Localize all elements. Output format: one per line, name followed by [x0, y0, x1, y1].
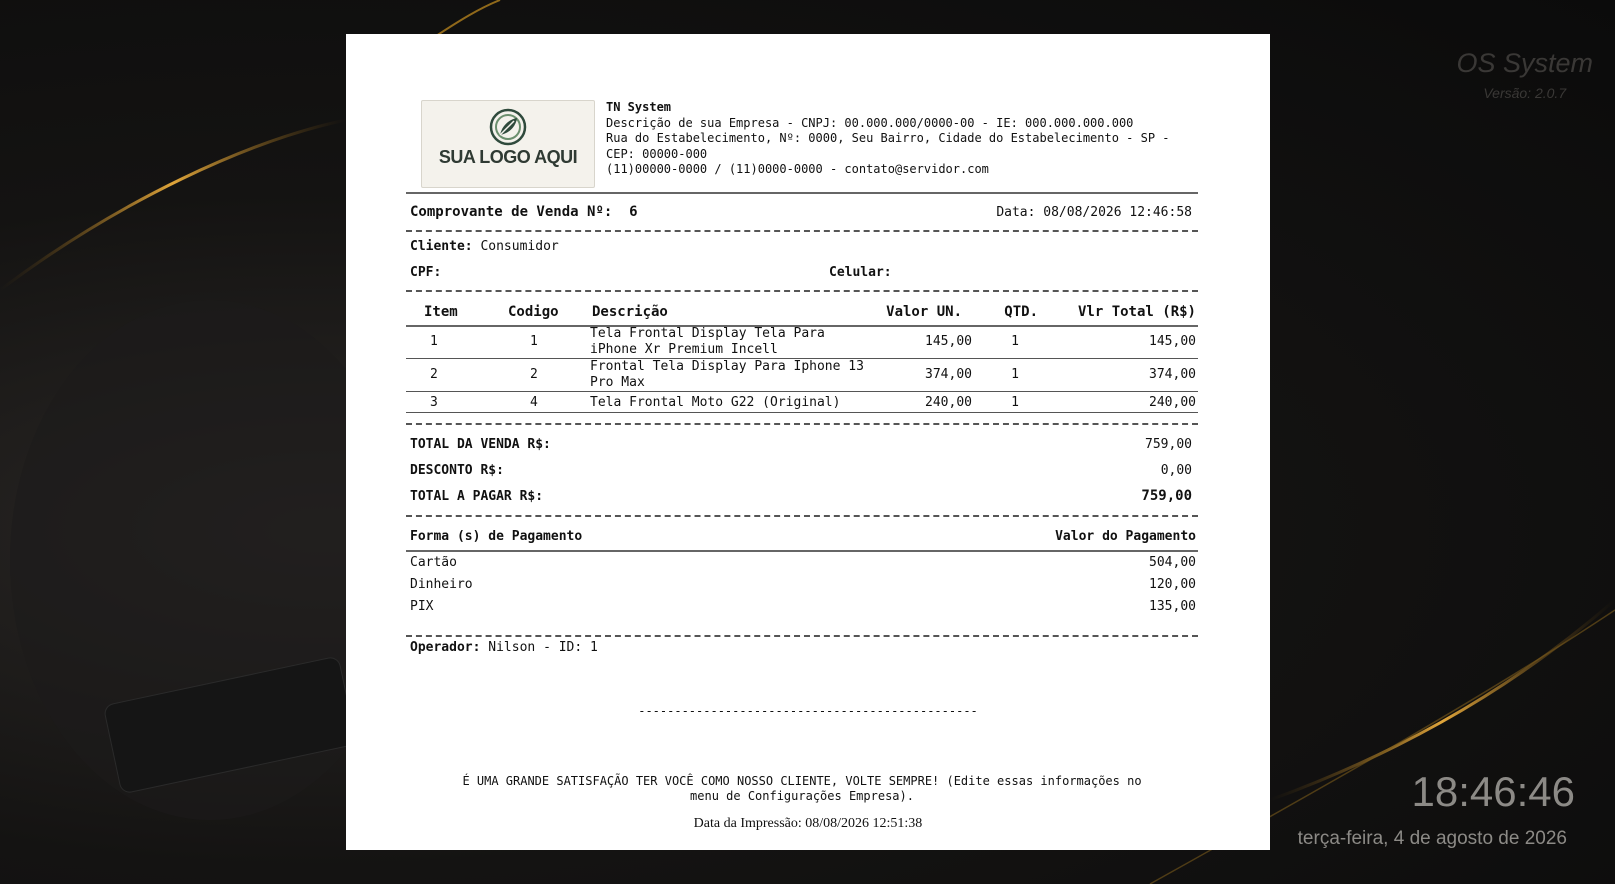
operator-row [410, 640, 598, 655]
payments-header-valor: Valor do Pagamento [1055, 529, 1196, 544]
company-line1: Descrição de sua Empresa - CNPJ: 00.000.000/0000-00 - IE: 000.000.000.000 [606, 115, 1134, 130]
row-qtd: 1 [1011, 367, 1019, 382]
row-valor-un: 240,00 [925, 395, 972, 410]
payment-method: PIX [410, 599, 434, 614]
row-desc-line1: Frontal Tela Display Para Iphone 13 [590, 359, 864, 374]
col-valor-un: Valor UN. [886, 304, 962, 320]
receipt-title [410, 204, 638, 220]
row-desc-line2: iPhone Xr Premium Incell [590, 342, 778, 357]
payments-header-forma: Forma (s) de Pagamento [410, 529, 583, 544]
leaf-logo-icon [486, 105, 530, 149]
row-desc-line1: Tela Frontal Moto G22 (Original) [590, 395, 841, 410]
table-row [346, 359, 1270, 391]
divider [406, 230, 1198, 232]
row-codigo: 1 [530, 334, 538, 349]
col-vlr-total: Vlr Total (R$) [1077, 304, 1196, 320]
table-row [346, 392, 1270, 412]
row-codigo: 4 [530, 395, 538, 410]
col-codigo: Codigo [508, 304, 559, 320]
print-date: Data da Impressão: 08/08/2026 12:51:38 [693, 816, 923, 831]
receipt-number: 6 [629, 204, 638, 220]
row-item: 1 [430, 334, 438, 349]
payment-value: 135,00 [1149, 599, 1196, 614]
receipt-date-label: Data: [996, 205, 1036, 220]
items-table-header [346, 304, 1270, 322]
row-valor-un: 374,00 [925, 367, 972, 382]
payment-value: 504,00 [1149, 555, 1196, 570]
company-name: TN System [606, 100, 672, 114]
row-valor-un: 145,00 [925, 334, 972, 349]
company-line2: Rua do Estabelecimento, Nº: 0000, Seu Bairro, Cidade do Estabelecimento - SP - [606, 131, 1170, 145]
table-row [346, 326, 1270, 358]
col-descricao: Descrição [592, 304, 668, 320]
company-line4: (11)00000-0000 / (11)0000-0000 - contato@servidor.com [606, 162, 989, 176]
row-desc-line2: Pro Max [590, 375, 645, 390]
brand-name: OS System [1456, 48, 1593, 78]
receipt-paper [346, 34, 1270, 850]
row-total: 374,00 [1149, 367, 1196, 382]
company-info [606, 100, 1170, 178]
logo-text: SUA LOGO AQUI [438, 147, 578, 167]
divider [406, 550, 1198, 552]
footer-message: É UMA GRANDE SATISFAÇÃO TER VOCÊ COMO NOSSO CLIENTE, VOLTE SEMPRE! (Edite essas informações no menu de Configurações Empresa). [462, 774, 1142, 803]
row-item: 3 [430, 395, 438, 410]
brand-version: Versão: 2.0.7 [1483, 85, 1567, 101]
total-pagar-label: TOTAL A PAGAR R$: [410, 489, 544, 504]
operator-value: Nilson - ID: 1 [488, 640, 598, 655]
total-pagar-value: 759,00 [1141, 488, 1192, 504]
divider [406, 423, 1198, 425]
desconto-label: DESCONTO R$: [410, 463, 504, 478]
date-long: terça-feira, 4 de agosto de 2026 [1297, 828, 1567, 849]
total-venda-label: TOTAL DA VENDA R$: [410, 437, 551, 452]
receipt-date-value: 08/08/2026 12:46:58 [1043, 205, 1192, 220]
row-qtd: 1 [1011, 395, 1019, 410]
row-item: 2 [430, 367, 438, 382]
row-total: 145,00 [1149, 334, 1196, 349]
receipt-title-label: Comprovante de Venda Nº: [410, 204, 613, 220]
company-logo [421, 100, 595, 188]
client-value: Consumidor [480, 239, 559, 254]
company-line3: CEP: 00000-000 [606, 146, 708, 161]
payment-method: Cartão [410, 555, 457, 570]
payment-method: Dinheiro [410, 577, 473, 592]
divider [406, 192, 1198, 194]
receipt-date [996, 205, 1192, 220]
operator-label: Operador: [410, 640, 481, 655]
col-qtd: QTD. [1004, 304, 1038, 320]
signature-line: ----------------------------------------------- [638, 704, 978, 718]
client-row [410, 239, 559, 254]
row-qtd: 1 [1011, 334, 1019, 349]
divider [406, 290, 1198, 292]
celular-label: Celular: [829, 265, 892, 280]
clock: 18:46:46 [1411, 768, 1575, 815]
cpf-label: CPF: [410, 265, 442, 280]
client-label: Cliente: [410, 239, 473, 254]
desconto-value: 0,00 [1160, 463, 1192, 478]
divider [406, 515, 1198, 517]
row-total: 240,00 [1149, 395, 1196, 410]
row-desc-line1: Tela Frontal Display Tela Para [590, 326, 825, 341]
col-item: Item [424, 304, 458, 320]
payment-value: 120,00 [1149, 577, 1196, 592]
row-codigo: 2 [530, 367, 538, 382]
app-brand [1456, 48, 1593, 101]
divider [406, 635, 1198, 637]
divider [406, 412, 1198, 413]
total-venda-value: 759,00 [1145, 437, 1192, 452]
